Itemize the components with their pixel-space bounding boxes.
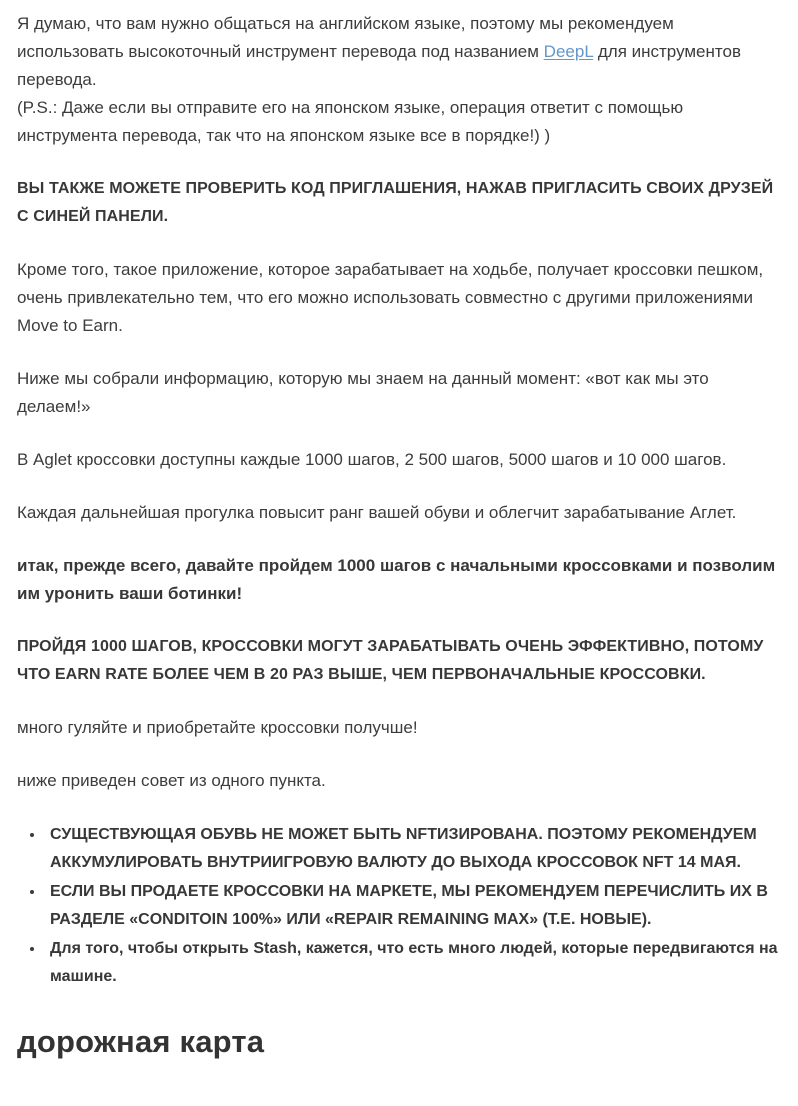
translation-advice-text-after-link: для инструментов перевода. <box>17 42 741 89</box>
paragraph-steps-available: В Aglet кроссовки доступны каждые 1000 шагов, 2 500 шагов, 5000 шагов и 10 000 шагов. <box>17 450 727 469</box>
paragraph-first-steps: итак, прежде всего, давайте пройдем 1000 шагов с начальными кроссовками и позволим им уронить ваши ботинки! <box>17 556 776 603</box>
paragraph-invite-code: ВЫ ТАКЖЕ МОЖЕТЕ ПРОВЕРИТЬ КОД ПРИГЛАШЕНИЯ, НАЖАВ ПРИГЛАСИТЬ СВОИХ ДРУЗЕЙ С СИНЕЙ ПАНЕЛИ. <box>17 180 774 225</box>
translation-advice-text-before-link: Я думаю, что вам нужно общаться на английском языке, поэтому мы рекомендуем использовать высокоточный инструмент перевода под названием <box>17 14 674 61</box>
paragraph-move-to-earn: Кроме того, такое приложение, которое зарабатывает на ходьбе, получает кроссовки пешком, очень привлекательно тем, что его можно использовать совместно с другими приложениями Move to Earn. <box>17 260 764 335</box>
paragraph-walk-rank: Каждая дальнейшая прогулка повысит ранг вашей обуви и облегчит зарабатывание Аглет. <box>17 503 737 522</box>
deepl-link[interactable]: DeepL <box>543 42 594 61</box>
list-item-stash-tip: • Для того, чтобы открыть Stash, кажется, что есть много людей, которые передвигаются на машине. <box>45 934 781 991</box>
tips-list <box>17 820 781 991</box>
list-item-market-tip: • ЕСЛИ ВЫ ПРОДАЕТЕ КРОССОВКИ НА МАРКЕТЕ, МЫ РЕКОМЕНДУЕМ ПЕРЕЧИСЛИТЬ ИХ В РАЗДЕЛЕ «CONDITOIN 100%» ИЛИ «REPAIR REMAINING MAX» (Т.Е. НОВЫЕ). <box>45 877 781 934</box>
paragraph-ps-note: (P.S.: Даже если вы отправите его на японском языке, операция ответит с помощью инструмента перевода, так что на японском языке все в порядке!) ) <box>17 98 684 145</box>
roadmap-heading: дорожная карта <box>17 1024 265 1059</box>
paragraph-walk-more: много гуляйте и приобретайте кроссовки получше! <box>17 718 418 737</box>
paragraph-translation-advice <box>17 10 781 94</box>
paragraph-info-collected: Ниже мы собрали информацию, которую мы знаем на данный момент: «вот как мы это делаем!» <box>17 369 709 416</box>
list-item-nft-tip: • СУЩЕСТВУЮЩАЯ ОБУВЬ НЕ МОЖЕТ БЫТЬ NFTИЗИРОВАНА. ПОЭТОМУ РЕКОМЕНДУЕМ АККУМУЛИРОВАТЬ ВНУТРИИГРОВУЮ ВАЛЮТУ ДО ВЫХОДА КРОССОВОК NFT 14 МАЯ. <box>45 820 781 877</box>
paragraph-tip-intro: ниже приведен совет из одного пункта. <box>17 771 326 790</box>
paragraph-earn-rate: ПРОЙДЯ 1000 ШАГОВ, КРОССОВКИ МОГУТ ЗАРАБАТЫВАТЬ ОЧЕНЬ ЭФФЕКТИВНО, ПОТОМУ ЧТО EARN RATE БОЛЕЕ ЧЕМ В 20 РАЗ ВЫШЕ, ЧЕМ ПЕРВОНАЧАЛЬНЫЕ КРОССОВКИ. <box>17 638 764 683</box>
